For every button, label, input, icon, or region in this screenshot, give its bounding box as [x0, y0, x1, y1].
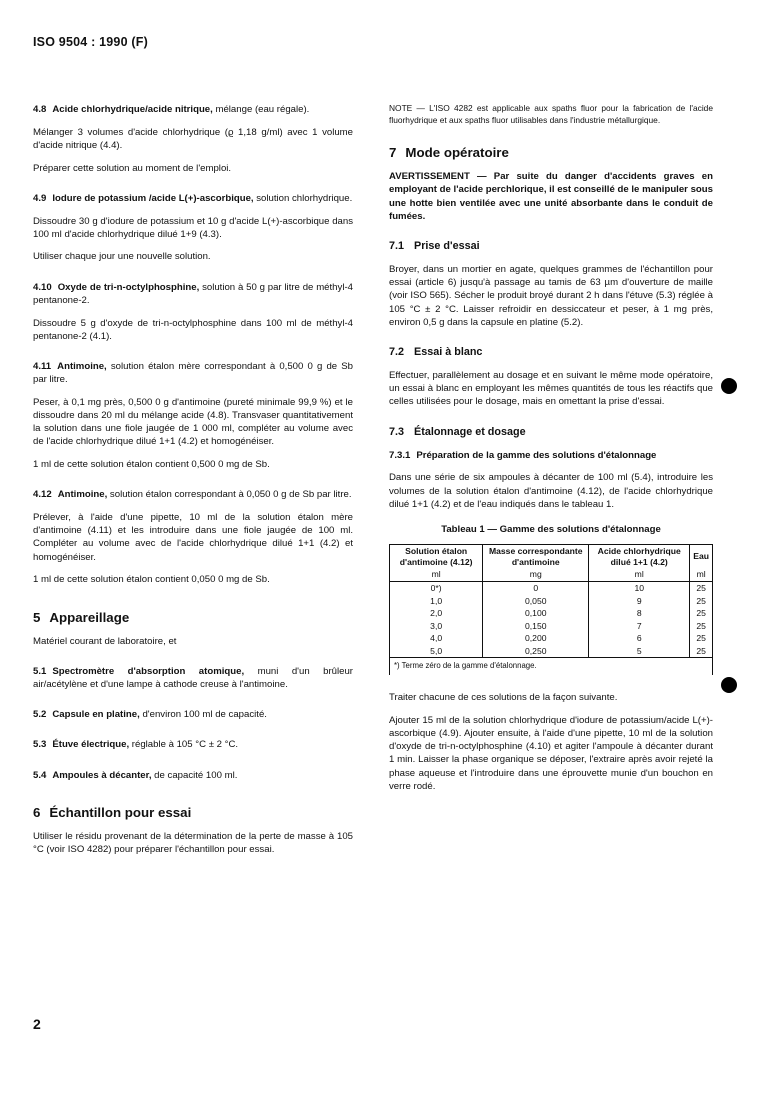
clause-number: 5.1: [33, 665, 47, 677]
table-cell: 0: [483, 581, 589, 594]
table-cell: 0,050: [483, 595, 589, 608]
paragraph: Broyer, dans un mortier en agate, quelques grammes de l'échantillon pour essai (article 6) jusqu'à passage au tamis de 63 µm d'ouverture de maille (voir ISO 565). Sécher le produit broyé durant 2 h dans l'étuve (5.3) réglée à 105 °C ± 2 °C. Laisser refroidir en dessiccateur et peser, à 1 mg près, environ 0,5 g dans la capsule en platine (5.2).: [389, 264, 713, 328]
clause-rest: réglable à 105 °C ± 2 °C.: [129, 739, 239, 751]
table-row: [390, 595, 713, 608]
note: NOTE — L'ISO 4282 est applicable aux spaths fluor pour la fabrication de l'acide fluorhydrique et aux spaths fluor utilisables dans l'industrie métallurgique.: [389, 103, 713, 125]
table-row: [390, 607, 713, 620]
paragraph: 1 ml de cette solution étalon contient 0,050 0 mg de Sb.: [33, 574, 270, 586]
paragraph: Dans une série de six ampoules à décanter de 100 ml (5.4), introduire les volumes de la solution étalon d'antimoine (4.12), de l'acide chlorhydrique dilué 1+1 (4.2) et de l'eau indiqués dans le tableau 1.: [389, 472, 713, 510]
section-7-3-1-heading: [389, 449, 713, 462]
section-6-heading: [33, 804, 353, 821]
section-4-8: [33, 103, 353, 175]
section-5-2: [33, 708, 353, 721]
table-row: [390, 620, 713, 633]
section-title: Essai à blanc: [414, 346, 483, 359]
section-4-12: [33, 488, 353, 586]
paragraph: Prélever, à l'aide d'une pipette, 10 ml de la solution étalon mère d'antimoine (4.11) et les introduire dans une fiole jaugée de 100 ml. Compléter au volume avec de l'acide chlorhydrique dilué 1+1 (4.2) et homogénéiser.: [33, 512, 353, 563]
right-column: [389, 103, 713, 803]
section-title: Mode opératoire: [405, 145, 509, 161]
table-header: Masse correspondante d'antimoine: [483, 545, 589, 569]
paragraph: Effectuer, parallèlement au dosage et en suivant le même mode opératoire, un essai à blanc en employant les mêmes quantités de tous les réactifs que celles utilisées pour le dosage, mais en omettant la prise d'essai.: [389, 370, 713, 408]
section-5-4: [33, 769, 353, 782]
section-number: 7.2: [389, 346, 405, 359]
table-cell: 25: [690, 620, 713, 633]
section-title: Prise d'essai: [414, 240, 480, 252]
warning: AVERTISSEMENT — Par suite du danger d'accidents graves en employant de l'acide perchlorique, il est conseillé de le manipuler sous une hotte bien ventilée avec une unité absorbante dans le conduit de fumées.: [389, 171, 713, 222]
clause-number: 5.2: [33, 709, 47, 721]
table-unit: ml: [589, 568, 690, 581]
section-5-3: [33, 738, 353, 751]
clause-rest: de capacité 100 ml.: [151, 769, 238, 781]
clause-title: Iodure de potassium /acide L(+)-ascorbique,: [52, 192, 254, 204]
table-row: [390, 645, 713, 658]
clause-rest: solution à 50 g par litre de méthyl-4 pentanone-2.: [33, 281, 353, 306]
clause-number: 4.8: [33, 104, 47, 115]
clause-number: 4.9: [33, 192, 47, 204]
table-cell: 5,0: [390, 645, 483, 658]
section-7-heading: [389, 144, 713, 161]
table-cell: 9: [589, 595, 690, 608]
clause-title: Antimoine,: [57, 360, 107, 372]
margin-bullet-marker: [721, 677, 737, 693]
table-cell: 5: [589, 645, 690, 658]
clause-rest: muni d'un brûleur air/acétylène et d'une lampe à cathode creuse à l'antimoine.: [33, 665, 353, 690]
section-4-10: [33, 281, 353, 343]
section-number: 7.3.1: [389, 449, 411, 461]
table-cell: 25: [690, 607, 713, 620]
table-cell: 25: [690, 645, 713, 658]
paragraph: Traiter chacune de ces solutions de la façon suivante.: [389, 692, 618, 704]
margin-bullet-marker: [721, 378, 737, 394]
paragraph: Préparer cette solution au moment de l'emploi.: [33, 162, 232, 174]
section-7-3-heading: [389, 425, 713, 439]
table-cell: 8: [589, 607, 690, 620]
table-unit: ml: [690, 568, 713, 581]
paragraph: 1 ml de cette solution étalon contient 0,500 0 mg de Sb.: [33, 459, 270, 471]
section-7-1-heading: [389, 239, 713, 253]
section-5-1: [33, 665, 353, 691]
clause-number: 4.11: [33, 360, 52, 372]
table-cell: 0,200: [483, 632, 589, 645]
section-number: 7: [389, 145, 397, 161]
section-title: Préparation de la gamme des solutions d'étalonnage: [416, 449, 657, 461]
paragraph: Mélanger 3 volumes d'acide chlorhydrique (ϱ 1,18 g/ml) avec 1 volume d'acide nitrique (4.4).: [33, 126, 353, 151]
clause-rest: d'environ 100 ml de capacité.: [139, 709, 267, 721]
paragraph: Ajouter 15 ml de la solution chlorhydrique d'iodure de potassium/acide L(+)-ascorbique (4.9). Ajouter ensuite, à l'aide d'une pipette, 10 ml de la solution d'oxyde de tri-n-octylphosphine (4.10) et agiter l'ampoule à décanter durant 1 min. Laisser la phase organique se déposer, l'extraire après avoir rejeté la phase aqueuse et l'introduire dans une éprouvette munie d'un bouchon en verre rodé.: [389, 714, 713, 792]
section-4-11: [33, 360, 353, 471]
paragraph: Dissoudre 5 g d'oxyde de tri-n-octylphosphine dans 100 ml de méthyl-4 pentanone-2 (4.1).: [33, 317, 353, 342]
clause-rest: solution chlorhydrique.: [253, 192, 353, 204]
section-number: 7.1: [389, 240, 405, 252]
table-cell: 0*): [390, 581, 483, 594]
clause-title: Capsule en platine,: [52, 709, 140, 721]
table-cell: 10: [589, 581, 690, 594]
section-number: 6: [33, 804, 41, 820]
section-number: 7.3: [389, 425, 405, 438]
clause-title: Antimoine,: [57, 489, 108, 501]
table-cell: 25: [690, 581, 713, 594]
table-header: Eau: [690, 545, 713, 569]
section-5-heading: [33, 609, 353, 626]
clause-rest: solution étalon mère correspondant à 0,500 0 g de Sb par litre.: [33, 360, 353, 386]
table-title: Tableau 1 — Gamme des solutions d'étalonnage: [441, 523, 661, 535]
section-7-2-heading: [389, 345, 713, 359]
clause-number: 5.3: [33, 739, 47, 751]
clause-title: Étuve électrique,: [52, 739, 130, 751]
calibration-table: [389, 544, 713, 675]
table-cell: 4,0: [390, 632, 483, 645]
table-footnote: *) Terme zéro de la gamme d'étalonnage.: [390, 658, 713, 675]
section-title: Appareillage: [49, 609, 130, 625]
paragraph: Utiliser chaque jour une nouvelle solution.: [33, 251, 211, 263]
table-cell: 3,0: [390, 620, 483, 633]
table-header: Solution étalon d'antimoine (4.12): [390, 545, 483, 569]
table-cell: 6: [589, 632, 690, 645]
paragraph: Utiliser le résidu provenant de la détermination de la perte de masse à 105 °C (voir ISO 4282) pour préparer l'échantillon pour essai.: [33, 830, 353, 855]
table-cell: 1,0: [390, 595, 483, 608]
page-header: ISO 9504 : 1990 (F): [33, 35, 148, 49]
table-cell: 2,0: [390, 607, 483, 620]
section-title: Étalonnage et dosage: [414, 425, 526, 438]
clause-rest: solution étalon correspondant à 0,050 0 g de Sb par litre.: [107, 489, 352, 501]
page-number: 2: [33, 1016, 41, 1032]
left-column: [33, 103, 353, 866]
paragraph: Matériel courant de laboratoire, et: [33, 635, 177, 647]
table-cell: 0,250: [483, 645, 589, 658]
table-unit: ml: [390, 568, 483, 581]
table-unit: mg: [483, 568, 589, 581]
clause-number: 5.4: [33, 769, 47, 781]
table-cell: 25: [690, 632, 713, 645]
clause-title: Acide chlorhydrique/acide nitrique,: [52, 104, 213, 115]
clause-number: 4.12: [33, 489, 52, 501]
table-cell: 25: [690, 595, 713, 608]
clause-number: 4.10: [33, 281, 52, 293]
section-title: Échantillon pour essai: [49, 804, 192, 820]
paragraph: Dissoudre 30 g d'iodure de potassium et 10 g d'acide L(+)-ascorbique dans 100 ml d'acide chlorhydrique dilué 1+9 (4.3).: [33, 215, 353, 240]
table-row: [390, 632, 713, 645]
table-cell: 0,100: [483, 607, 589, 620]
table-row: [390, 581, 713, 594]
table-header: Acide chlorhydrique dilué 1+1 (4.2): [589, 545, 690, 569]
section-number: 5: [33, 609, 41, 625]
clause-rest: mélange (eau régale).: [212, 104, 310, 115]
table-cell: 7: [589, 620, 690, 633]
clause-title: Spectromètre d'absorption atomique,: [52, 665, 245, 677]
paragraph: Peser, à 0,1 mg près, 0,500 0 g d'antimoine (pureté minimale 99,9 %) et le dissoudre dans 20 ml du mélange acide (4.8). Transvaser quantitativement la solution dans une fiole jaugée de 1 000 ml, compléter au volume avec de l'acide chlorhydrique dilué 1+1 (4.2) et homogénéiser.: [33, 396, 353, 448]
clause-title: Ampoules à décanter,: [52, 769, 152, 781]
table-cell: 0,150: [483, 620, 589, 633]
section-4-9: [33, 192, 353, 264]
clause-title: Oxyde de tri-n-octylphosphine,: [57, 281, 200, 293]
